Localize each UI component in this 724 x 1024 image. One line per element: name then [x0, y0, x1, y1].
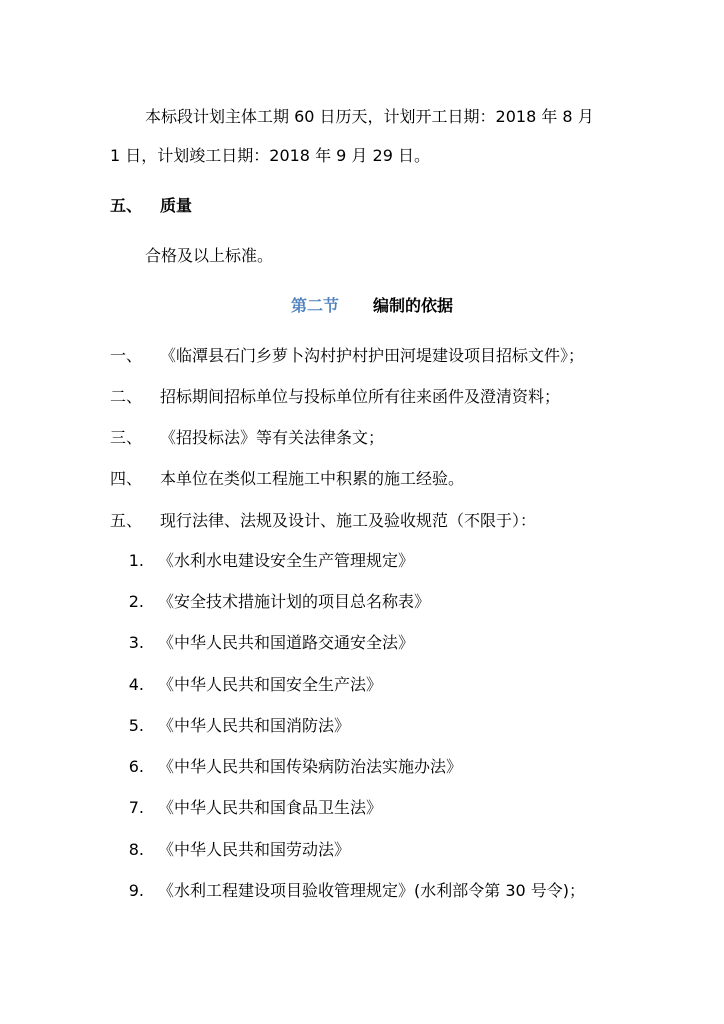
numbered-item — [0, 551, 724, 571]
regulation-title: 《水利工程建设项目验收管理规定》(水利部令第 30 号令)； — [158, 881, 586, 900]
list-item — [0, 511, 724, 531]
number-marker: 6. — [128, 757, 144, 776]
number-marker: 2. — [128, 592, 144, 611]
schedule-line-2: 1 日，计划竣工日期：2018 年 9 月 29 日。 — [110, 146, 430, 165]
regulation-title: 《中华人民共和国传染病防治法实施办法》 — [158, 757, 463, 776]
section-title: 编制的依据 — [373, 296, 454, 315]
quality-number: 五、 — [110, 196, 143, 215]
list-text: 《临潭县石门乡萝卜沟村护村护田河堤建设项目招标文件》； — [160, 346, 585, 365]
regulation-title: 《中华人民共和国食品卫生法》 — [158, 798, 383, 817]
number-marker: 3. — [128, 633, 144, 652]
schedule-line-1: 本标段计划主体工期 60 日历天，计划开工日期：2018 年 8 月 — [145, 107, 594, 126]
numbered-item — [0, 592, 724, 612]
section-number: 第二节 — [291, 296, 340, 315]
numbered-item — [0, 840, 724, 860]
numbered-item — [0, 675, 724, 695]
number-marker: 1. — [128, 551, 144, 570]
numbered-item — [0, 798, 724, 818]
quality-text: 合格及以上标准。 — [145, 246, 274, 265]
regulation-title: 《水利水电建设安全生产管理规定》 — [158, 551, 415, 570]
quality-heading: 质量 — [160, 196, 193, 215]
list-text: 本单位在类似工程施工中积累的施工经验。 — [160, 469, 465, 488]
list-item — [0, 346, 724, 366]
number-marker: 9. — [128, 881, 144, 900]
list-item — [0, 428, 724, 448]
list-item — [0, 387, 724, 407]
regulation-title: 《中华人民共和国道路交通安全法》 — [158, 633, 415, 652]
number-marker: 8. — [128, 840, 144, 859]
list-text: 招标期间招标单位与投标单位所有往来函件及澄清资料； — [160, 387, 561, 406]
number-marker: 4. — [128, 675, 144, 694]
regulation-title: 《中华人民共和国劳动法》 — [158, 840, 351, 859]
list-item — [0, 469, 724, 489]
regulation-title: 《中华人民共和国安全生产法》 — [158, 675, 383, 694]
list-marker: 五、 — [110, 511, 143, 530]
list-marker: 二、 — [110, 387, 143, 406]
list-text: 《招投标法》等有关法律条文； — [160, 428, 385, 447]
numbered-item — [0, 633, 724, 653]
list-marker: 四、 — [110, 469, 143, 488]
numbered-item — [0, 757, 724, 777]
number-marker: 7. — [128, 798, 144, 817]
numbered-item — [0, 716, 724, 736]
numbered-item — [0, 881, 724, 901]
list-marker: 一、 — [110, 346, 143, 365]
number-marker: 5. — [128, 716, 144, 735]
regulation-title: 《中华人民共和国消防法》 — [158, 716, 351, 735]
list-text: 现行法律、法规及设计、施工及验收规范（不限于）： — [160, 511, 537, 530]
regulation-title: 《安全技术措施计划的项目总名称表》 — [158, 592, 431, 611]
list-marker: 三、 — [110, 428, 143, 447]
